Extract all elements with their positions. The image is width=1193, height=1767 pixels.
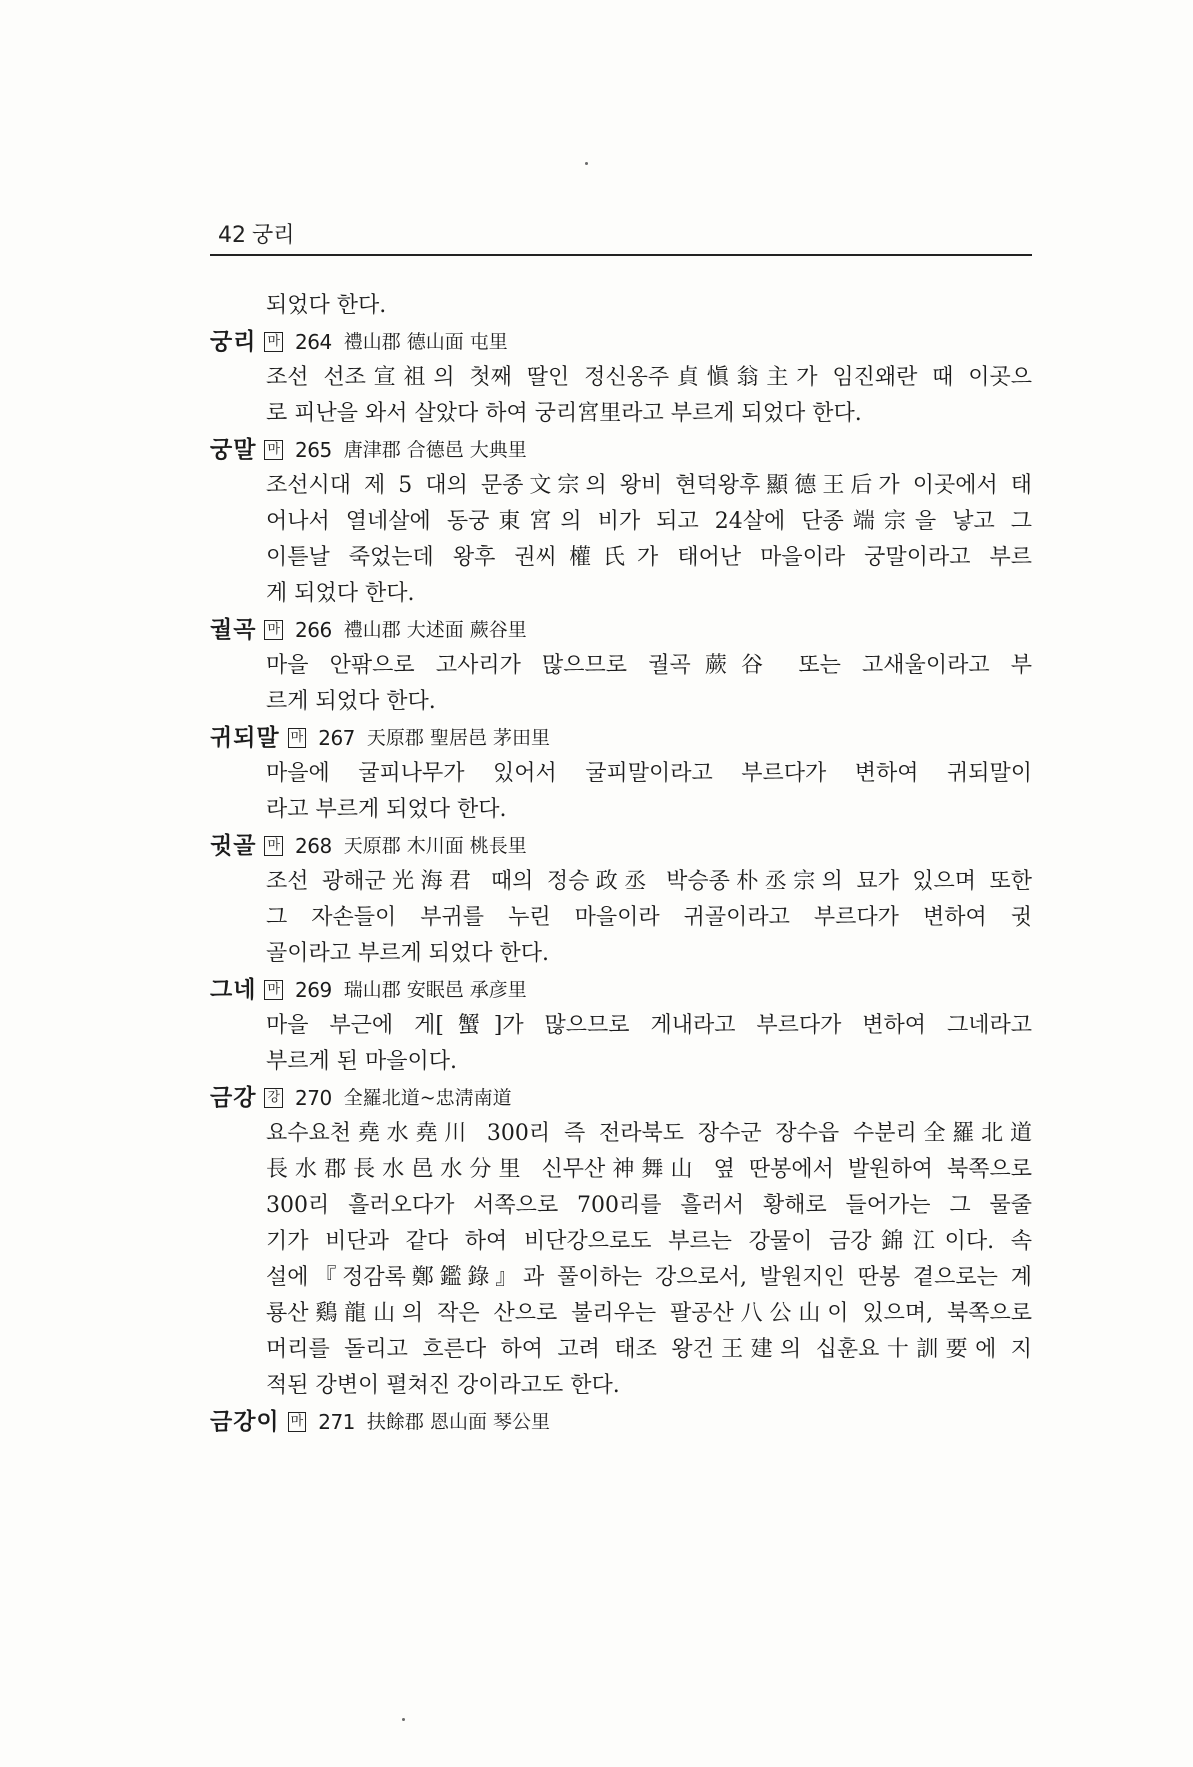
body-text-line: 게 되었다 한다.: [266, 581, 415, 606]
entry-heading: [210, 432, 1032, 468]
entry-term: 귀되말: [210, 725, 280, 751]
body-text-line: 룡산鷄龍山의 작은 산으로 불리우는 팔공산八公山이 있으며, 북쪽으로: [266, 1301, 1032, 1326]
entry-heading: [210, 1080, 1032, 1116]
entry-number: 267: [318, 726, 355, 750]
entry-type-badge: 마: [264, 980, 283, 1000]
entry-type-badge: 마: [264, 836, 283, 856]
body-text-line: 르게 되었다 한다.: [266, 689, 436, 714]
entry-number: 268: [295, 834, 332, 858]
entry-location: 扶餘郡 恩山面 琴公里: [366, 1411, 550, 1433]
body-text-line: 이튿날 죽었는데 왕후 권씨權氏가 태어난 마을이라 궁말이라고 부르: [266, 545, 1032, 570]
entry-location: 禮山郡 大述面 蕨谷里: [343, 619, 527, 641]
entry-heading: [210, 720, 1032, 756]
body-text-line: 그 자손들이 부귀를 누린 마을이라 귀골이라고 부르다가 변하여 귓: [266, 905, 1032, 930]
body-text-line: 마을 안팎으로 고사리가 많으므로 궐곡蕨谷 또는 고새울이라고 부: [266, 653, 1032, 678]
running-header: [218, 218, 295, 249]
entry-term: 귓골: [210, 833, 257, 859]
entry-number: 266: [295, 618, 332, 642]
body-text-line: 되었다 한다.: [266, 293, 387, 318]
body-text-line: 기가 비단과 같다 하여 비단강으로도 부르는 강물이 금강錦江이다. 속: [266, 1229, 1032, 1254]
body-text-line: 마을 부근에 게[蟹]가 많으므로 게내라고 부르다가 변하여 그네라고: [266, 1013, 1032, 1038]
running-title: 궁리: [252, 223, 295, 248]
body-text-line: 300리 흘러오다가 서쪽으로 700리를 흘러서 황해로 들어가는 그 물줄: [266, 1193, 1032, 1218]
entry-location: 瑞山郡 安眠邑 承彦里: [343, 979, 527, 1001]
entry-term: 궐곡: [210, 617, 257, 643]
scan-speck-top: [585, 162, 588, 165]
entry-heading: [210, 324, 1032, 360]
body-text-line: 조선 광해군光海君 때의 정승政丞 박승종朴丞宗의 묘가 있으며 또한: [266, 869, 1032, 894]
entry-type-badge: 마: [264, 332, 283, 352]
entry-heading: [210, 828, 1032, 864]
entry-number: 271: [318, 1410, 355, 1434]
entry-term: 궁리: [210, 329, 257, 355]
body-text-line: 라고 부르게 되었다 한다.: [266, 797, 507, 822]
entry-term: 금강: [210, 1085, 257, 1111]
entry-number: 269: [295, 978, 332, 1002]
entry-number: 264: [295, 330, 332, 354]
entry-location: 全羅北道~忠淸南道: [343, 1087, 512, 1109]
body-text-line: 조선 선조宣祖의 첫째 딸인 정신옹주貞愼翁主가 임진왜란 때 이곳으: [266, 365, 1032, 390]
body-text-line: 조선시대 제 5 대의 문종文宗의 왕비 현덕왕후顯德王后가 이곳에서 태: [266, 473, 1032, 498]
entry-type-badge: 마: [288, 728, 307, 748]
entry-type-badge: 마: [288, 1412, 307, 1432]
entry-heading: [210, 972, 1032, 1008]
entry-heading: [210, 612, 1032, 648]
body-text-line: 로 피난을 와서 살았다 하여 궁리宮里라고 부르게 되었다 한다.: [266, 401, 862, 426]
body-text-line: 적된 강변이 펼쳐진 강이라고도 한다.: [266, 1373, 620, 1398]
entry-type-badge: 마: [264, 440, 283, 460]
entries-body: [210, 288, 1032, 1440]
entry-location: 唐津郡 合德邑 大典里: [343, 439, 527, 461]
body-text-line: 설에『정감록鄭鑑錄』과 풀이하는 강으로서, 발원지인 딴봉 곁으로는 계: [266, 1265, 1032, 1290]
entry-term: 궁말: [210, 437, 257, 463]
body-text-line: 어나서 열네살에 동궁東宮의 비가 되고 24살에 단종端宗을 낳고 그: [266, 509, 1032, 534]
entry-location: 天原郡 木川面 桃長里: [343, 835, 527, 857]
body-text-line: 요수요천堯水堯川 300리 즉 전라북도 장수군 장수읍 수분리全羅北道: [266, 1121, 1032, 1146]
header-rule: [210, 254, 1032, 256]
body-text-line: 머리를 돌리고 흐른다 하여 고려 태조 왕건王建의 십훈요十訓要에 지: [266, 1337, 1032, 1362]
entry-type-badge: 마: [264, 620, 283, 640]
scan-speck-bottom: [402, 1718, 405, 1721]
entry-heading: [210, 1404, 1032, 1440]
body-text-line: 長水郡長水邑水分里 신무산神舞山 옆 딴봉에서 발원하여 북쪽으로: [266, 1157, 1032, 1182]
entry-location: 禮山郡 德山面 屯里: [343, 331, 508, 353]
entry-term: 금강이: [210, 1409, 280, 1435]
entry-number: 265: [295, 438, 332, 462]
page-number: 42: [218, 223, 246, 248]
entry-type-badge: 강: [264, 1088, 283, 1108]
entry-term: 그네: [210, 977, 257, 1003]
body-text-line: 마을에 굴피나무가 있어서 굴피말이라고 부르다가 변하여 귀되말이: [266, 761, 1032, 786]
body-text-line: 골이라고 부르게 되었다 한다.: [266, 941, 549, 966]
entry-location: 天原郡 聖居邑 茅田里: [366, 727, 550, 749]
entry-number: 270: [295, 1086, 332, 1110]
body-text-line: 부르게 된 마을이다.: [266, 1049, 457, 1074]
